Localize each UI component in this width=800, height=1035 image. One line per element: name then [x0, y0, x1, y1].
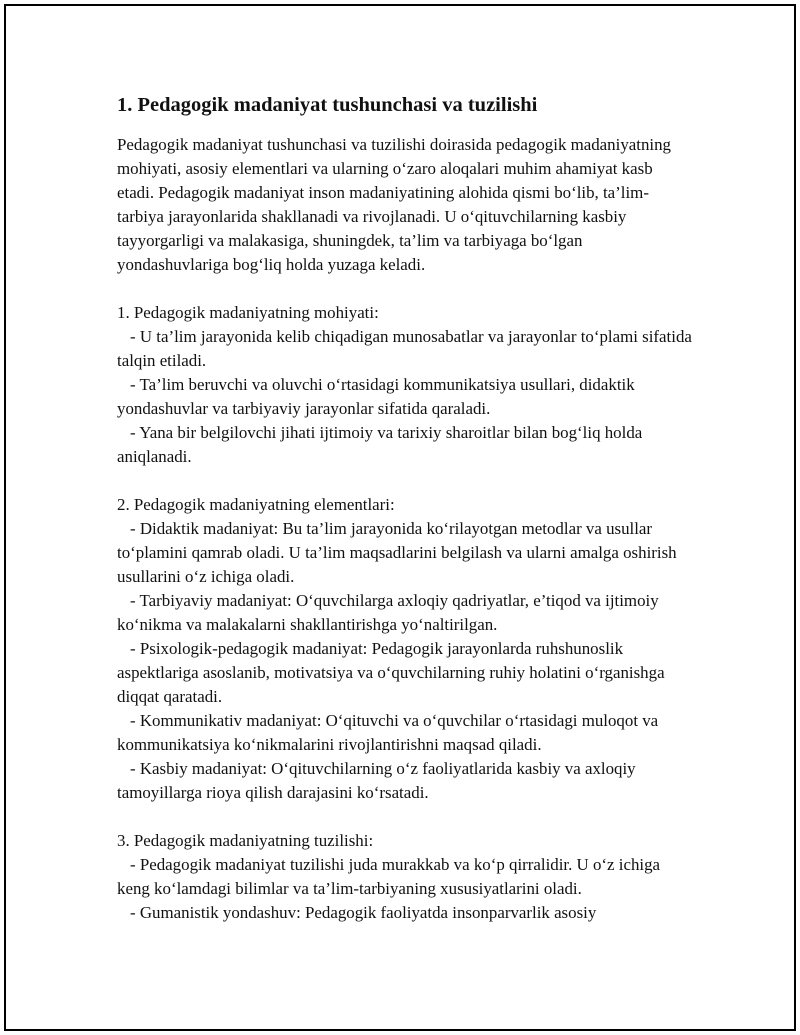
list-item: - Didaktik madaniyat: Bu ta’lim jarayonida ko‘rilayotgan metodlar va usullar to‘plamini qamrab oladi. U ta’lim maqsadlarini belgilash va ularni amalga oshirish usullarini o‘z ichiga oladi.	[117, 519, 677, 586]
list-item: - Tarbiyaviy madaniyat: O‘quvchilarga axloqiy qadriyatlar, e’tiqod va ijtimoiy ko‘nikma va malakalarni shakllantirishga yo‘naltirilgan.	[117, 591, 659, 634]
list-item: - Psixologik-pedagogik madaniyat: Pedagogik jarayonlarda ruhshunoslik aspektlariga asoslanib, motivatsiya va o‘quvchilarning ruhiy holatini o‘rganishga diqqat qaratadi.	[117, 639, 665, 706]
list-item: - Gumanistik yondashuv: Pedagogik faoliyatda insonparvarlik asosiy	[130, 903, 597, 922]
section-structure	[117, 829, 692, 925]
section-elements	[117, 493, 692, 805]
list-item: - Pedagogik madaniyat tuzilishi juda murakkab va ko‘p qirralidir. U o‘z ichiga keng ko‘lamdagi bilimlar va ta’lim-tarbiyaning xususiyatlarini oladi.	[117, 855, 661, 898]
section-heading: 3. Pedagogik madaniyatning tuzilishi:	[117, 831, 374, 850]
intro-paragraph: Pedagogik madaniyat tushunchasi va tuzilishi doirasida pedagogik madaniyatning mohiyati, asosiy elementlari va ularning o‘zaro aloqalari muhim ahamiyat kasb etadi. Pedagogik madaniyat inson madaniyatining alohida qismi bo‘lib, ta’lim-tarbiya jarayonlarida shakllanadi va rivojlanadi. U o‘qituvchilarning kasbiy tayyorgarligi va malakasiga, shuningdek, ta’lim va tarbiyaga bo‘lgan yondashuvlariga bog‘liq holda yuzaga keladi.	[117, 135, 671, 274]
document-body	[117, 92, 692, 925]
section-heading: 2. Pedagogik madaniyatning elementlari:	[117, 495, 395, 514]
list-item: - Kasbiy madaniyat: O‘qituvchilarning o‘z faoliyatlarida kasbiy va axloqiy tamoyillarga rioya qilish darajasini ko‘rsatadi.	[117, 759, 636, 802]
spacer	[117, 469, 692, 493]
list-item: - Yana bir belgilovchi jihati ijtimoiy va tarixiy sharoitlar bilan bog‘liq holda aniqlanadi.	[117, 423, 643, 466]
document-title: 1. Pedagogik madaniyat tushunchasi va tuzilishi	[117, 94, 538, 116]
spacer	[117, 277, 692, 301]
section-heading: 1. Pedagogik madaniyatning mohiyati:	[117, 303, 379, 322]
list-item: - Kommunikativ madaniyat: O‘qituvchi va o‘quvchilar o‘rtasidagi muloqot va kommunikatsiya ko‘nikmalarini rivojlantirishni maqsad qiladi.	[117, 711, 659, 754]
list-item: - U ta’lim jarayonida kelib chiqadigan munosabatlar va jarayonlar to‘plami sifatida talqin etiladi.	[117, 327, 692, 370]
list-item: - Ta’lim beruvchi va oluvchi o‘rtasidagi kommunikatsiya usullari, didaktik yondashuvlar va tarbiyaviy jarayonlar sifatida qaraladi.	[117, 375, 635, 418]
section-essence	[117, 301, 692, 469]
spacer	[117, 805, 692, 829]
